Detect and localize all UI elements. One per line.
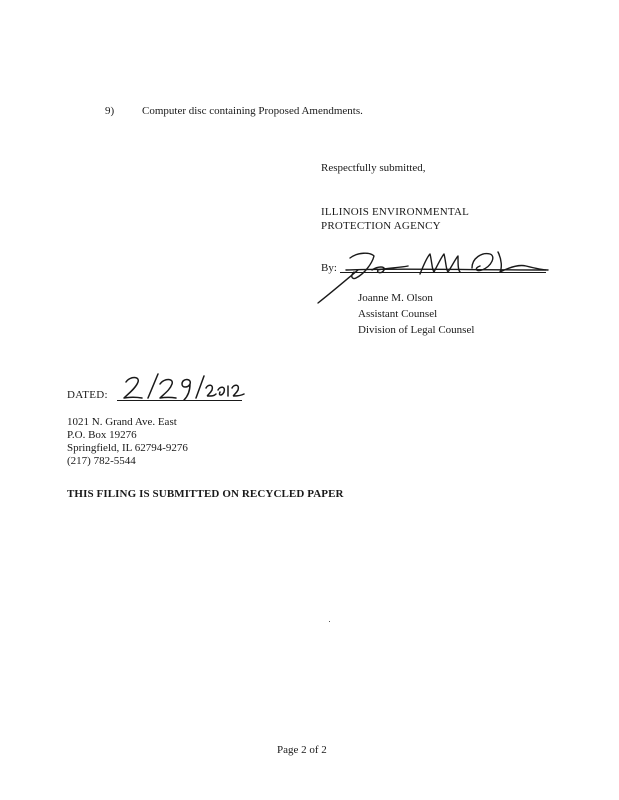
address-street: 1021 N. Grand Ave. East [67, 416, 177, 428]
recycled-paper-notice: THIS FILING IS SUBMITTED ON RECYCLED PAPER [67, 488, 344, 500]
agency-line-1: ILLINOIS ENVIRONMENTAL [321, 206, 470, 218]
signer-title: Assistant Counsel [358, 308, 438, 320]
signer-division: Division of Legal Counsel [358, 324, 475, 336]
address-phone: (217) 782-5544 [67, 455, 136, 467]
address-po-box: P.O. Box 19276 [67, 429, 137, 441]
list-item-text: Computer disc containing Proposed Amendments. [142, 105, 363, 117]
agency-name [321, 205, 469, 233]
page-number: Page 2 of 2 [277, 744, 327, 756]
agency-line-2: PROTECTION AGENCY [321, 220, 441, 232]
dated-label: DATED: [67, 389, 108, 401]
signer-name: Joanne M. Olson [358, 292, 433, 304]
address-city-state-zip: Springfield, IL 62794-9276 [67, 442, 188, 454]
address-block [67, 416, 188, 468]
list-item-number: 9) [105, 105, 115, 117]
by-label: By: [321, 262, 337, 274]
signer-block [358, 290, 474, 338]
scan-speck [329, 621, 330, 622]
closing-line: Respectfully submitted, [321, 162, 426, 174]
handwritten-date [118, 370, 248, 404]
